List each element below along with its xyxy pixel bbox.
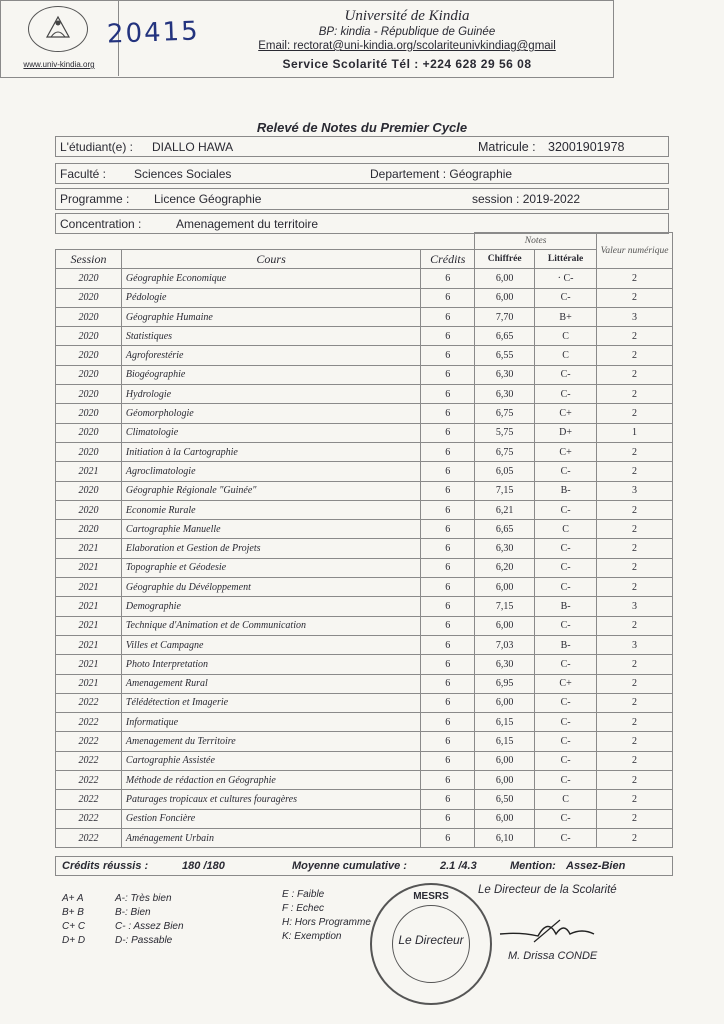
university-seal-logo (28, 6, 88, 52)
session-cell: 2020 (56, 481, 122, 500)
table-row (56, 346, 673, 365)
chiffre-cell: 6,15 (475, 732, 535, 751)
director-title: Le Directeur de la Scolarité (478, 884, 617, 896)
chiffre-cell: 6,00 (475, 771, 535, 790)
col-litterale: Littérale (535, 250, 597, 269)
session-cell: 2021 (56, 597, 122, 616)
table-row (56, 655, 673, 674)
table-row (56, 713, 673, 732)
table-row (56, 327, 673, 346)
litterale-cell: B- (535, 597, 597, 616)
valeur-cell: 3 (597, 635, 673, 654)
table-row (56, 481, 673, 500)
course-cell: Cartographie Manuelle (121, 520, 420, 539)
course-cell: Géographie Economique (121, 269, 420, 288)
chiffre-cell: 7,03 (475, 635, 535, 654)
course-cell: Elaboration et Gestion de Projets (121, 539, 420, 558)
grades-body (56, 269, 673, 848)
chiffre-cell: 6,00 (475, 578, 535, 597)
credits-cell: 6 (421, 790, 475, 809)
chiffre-cell: 7,15 (475, 597, 535, 616)
table-row (56, 771, 673, 790)
course-cell: Topographie et Géodesie (121, 558, 420, 577)
session-cell: 2020 (56, 346, 122, 365)
table-row (56, 307, 673, 326)
valeur-cell: 2 (597, 404, 673, 423)
chiffre-cell: 6,95 (475, 674, 535, 693)
concentration-value: Amenagement du territoire (176, 217, 319, 231)
litterale-cell: B- (535, 481, 597, 500)
logo-cell (0, 0, 119, 76)
litterale-cell: C- (535, 365, 597, 384)
chiffre-cell: 6,00 (475, 809, 535, 828)
table-row (56, 578, 673, 597)
session-cell: 2022 (56, 732, 122, 751)
table-row (56, 423, 673, 442)
valeur-cell: 2 (597, 674, 673, 693)
table-row (56, 751, 673, 770)
valeur-cell: 2 (597, 346, 673, 365)
valeur-cell: 2 (597, 732, 673, 751)
table-row (56, 558, 673, 577)
course-cell: Pédologie (121, 288, 420, 307)
course-cell: Agroforestérie (121, 346, 420, 365)
litterale-cell: B- (535, 635, 597, 654)
litterale-cell: C (535, 520, 597, 539)
litterale-cell: C- (535, 385, 597, 404)
stamp-center: Le Directeur (398, 933, 464, 947)
litterale-cell: C- (535, 616, 597, 635)
table-row (56, 365, 673, 384)
chiffre-cell: 6,20 (475, 558, 535, 577)
valeur-cell: 2 (597, 520, 673, 539)
valeur-cell: 3 (597, 481, 673, 500)
chiffre-cell: 6,00 (475, 751, 535, 770)
col-chiffre: Chiffrée (475, 250, 535, 269)
valeur-cell: 2 (597, 365, 673, 384)
chiffre-cell: 6,30 (475, 365, 535, 384)
credits-cell: 6 (421, 616, 475, 635)
litterale-cell: C- (535, 655, 597, 674)
course-cell: Economie Rurale (121, 500, 420, 519)
credits-cell: 6 (421, 635, 475, 654)
valeur-cell: 2 (597, 578, 673, 597)
session-cell: 2021 (56, 655, 122, 674)
programme-row (55, 188, 669, 210)
chiffre-cell: 7,70 (475, 307, 535, 326)
course-cell: Géographie Humaine (121, 307, 420, 326)
faculte-value: Sciences Sociales (134, 167, 232, 181)
credits-cell: 6 (421, 481, 475, 500)
session-cell: 2020 (56, 327, 122, 346)
litterale-cell: C+ (535, 442, 597, 461)
table-row (56, 539, 673, 558)
director-name: M. Drissa CONDE (508, 950, 598, 962)
postal-address: BP: kindia - République de Guinée (318, 26, 496, 38)
session-cell: 2020 (56, 500, 122, 519)
table-row (56, 462, 673, 481)
legend-col2: A-: Très bien B-: Bien C- : Assez Bien D-: Passable (115, 893, 184, 946)
session-cell: 2022 (56, 713, 122, 732)
university-name: Université de Kindia (344, 8, 470, 24)
chiffre-cell: 6,75 (475, 442, 535, 461)
litterale-cell: C- (535, 500, 597, 519)
table-row (56, 635, 673, 654)
litterale-cell: C- (535, 828, 597, 847)
chiffre-cell: 6,00 (475, 269, 535, 288)
programme-value: Licence Géographie (154, 192, 262, 206)
credits-cell: 6 (421, 365, 475, 384)
chiffre-cell: 5,75 (475, 423, 535, 442)
course-cell: Géographie Régionale "Guinée" (121, 481, 420, 500)
service-phone: Service Scolarité Tél : +224 628 29 56 08 (282, 57, 532, 71)
credits-cell: 6 (421, 828, 475, 847)
col-cours: Cours (121, 250, 420, 269)
session-cell: 2020 (56, 520, 122, 539)
credits-cell: 6 (421, 558, 475, 577)
valeur-cell: 2 (597, 616, 673, 635)
session-cell: 2020 (56, 365, 122, 384)
email-address[interactable]: Email: rectorat@uni-kindia.org/scolariteunivkindiag@gmail (258, 40, 556, 52)
matricule-value: 32001901978 (548, 140, 625, 154)
notes-header: Notes (475, 233, 597, 250)
credits-cell: 6 (421, 423, 475, 442)
table-row (56, 616, 673, 635)
valeur-cell: 2 (597, 288, 673, 307)
valeur-cell: 2 (597, 790, 673, 809)
valeur-cell: 2 (597, 385, 673, 404)
litterale-cell: C+ (535, 404, 597, 423)
credits-cell: 6 (421, 404, 475, 423)
session-cell: 2020 (56, 423, 122, 442)
credits-cell: 6 (421, 578, 475, 597)
credits-cell: 6 (421, 385, 475, 404)
litterale-cell: · C- (535, 269, 597, 288)
chiffre-cell: 6,50 (475, 790, 535, 809)
mention-value: Assez-Bien (566, 860, 626, 872)
moyenne-value: 2.1 /4.3 (440, 860, 477, 872)
valeur-cell: 2 (597, 500, 673, 519)
course-cell: Paturages tropicaux et cultures fouragères (121, 790, 420, 809)
student-name: DIALLO HAWA (152, 140, 234, 154)
credits-value: 180 /180 (182, 860, 225, 872)
valeur-cell: 1 (597, 423, 673, 442)
valeur-cell: 2 (597, 828, 673, 847)
course-cell: Statistiques (121, 327, 420, 346)
table-row (56, 500, 673, 519)
course-cell: Cartographie Assistée (121, 751, 420, 770)
chiffre-cell: 6,30 (475, 539, 535, 558)
table-row (56, 442, 673, 461)
chiffre-cell: 6,00 (475, 616, 535, 635)
course-cell: Biogéographie (121, 365, 420, 384)
chiffre-cell: 6,05 (475, 462, 535, 481)
chiffre-cell: 6,30 (475, 655, 535, 674)
litterale-cell: C- (535, 578, 597, 597)
grades-table (55, 232, 673, 848)
programme-label: Programme : (60, 192, 130, 206)
course-cell: Amenagement Rural (121, 674, 420, 693)
course-cell: Aménagement Urbain (121, 828, 420, 847)
valeur-cell: 2 (597, 771, 673, 790)
litterale-cell: C- (535, 751, 597, 770)
chiffre-cell: 6,00 (475, 288, 535, 307)
student-name-row (55, 136, 669, 157)
session-cell: 2021 (56, 539, 122, 558)
student-name-label: L'étudiant(e) : (60, 140, 134, 154)
chiffre-cell: 6,55 (475, 346, 535, 365)
litterale-cell: C (535, 346, 597, 365)
stamp-top: MESRS (413, 891, 449, 902)
course-cell: Initiation à la Cartographie (121, 442, 420, 461)
course-cell: Géographie du Dévéloppement (121, 578, 420, 597)
valeur-cell: 2 (597, 693, 673, 712)
valeur-cell: 2 (597, 655, 673, 674)
faculte-label: Faculté : (60, 167, 107, 181)
table-row (56, 288, 673, 307)
session-cell: 2022 (56, 693, 122, 712)
session-cell: 2020 (56, 288, 122, 307)
course-cell: Hydrologie (121, 385, 420, 404)
credits-cell: 6 (421, 307, 475, 326)
litterale-cell: C- (535, 771, 597, 790)
litterale-cell: C- (535, 288, 597, 307)
table-row (56, 693, 673, 712)
litterale-cell: C- (535, 539, 597, 558)
valeur-cell: 2 (597, 713, 673, 732)
table-row (56, 269, 673, 288)
table-row (56, 404, 673, 423)
valeur-cell: 2 (597, 539, 673, 558)
chiffre-cell: 6,65 (475, 327, 535, 346)
table-row (56, 732, 673, 751)
litterale-cell: C- (535, 732, 597, 751)
table-row (56, 385, 673, 404)
handwritten-number: 20415 (106, 16, 201, 50)
valeur-cell: 2 (597, 442, 673, 461)
course-cell: Informatique (121, 713, 420, 732)
table-row (56, 520, 673, 539)
litterale-cell: B+ (535, 307, 597, 326)
course-cell: Télédétection et Imagerie (121, 693, 420, 712)
credits-cell: 6 (421, 771, 475, 790)
legend-col1: A+ A B+ B C+ C D+ D (62, 893, 86, 946)
valeur-header: Valeur numérique (597, 233, 673, 269)
valeur-cell: 2 (597, 327, 673, 346)
table-row (56, 597, 673, 616)
credits-cell: 6 (421, 751, 475, 770)
course-cell: Géomorphologie (121, 404, 420, 423)
valeur-cell: 2 (597, 751, 673, 770)
table-row (56, 674, 673, 693)
credits-cell: 6 (421, 713, 475, 732)
session-cell: 2020 (56, 404, 122, 423)
concentration-label: Concentration : (60, 217, 142, 231)
credits-cell: 6 (421, 500, 475, 519)
chiffre-cell: 6,75 (475, 404, 535, 423)
course-cell: Agroclimatologie (121, 462, 420, 481)
valeur-cell: 3 (597, 597, 673, 616)
credits-cell: 6 (421, 597, 475, 616)
valeur-cell: 2 (597, 269, 673, 288)
credits-cell: 6 (421, 442, 475, 461)
litterale-cell: C- (535, 693, 597, 712)
chiffre-cell: 6,21 (475, 500, 535, 519)
litterale-cell: C- (535, 713, 597, 732)
credits-cell: 6 (421, 539, 475, 558)
litterale-cell: C (535, 790, 597, 809)
credits-cell: 6 (421, 674, 475, 693)
session-cell: 2021 (56, 462, 122, 481)
credits-cell: 6 (421, 809, 475, 828)
session-cell: 2022 (56, 771, 122, 790)
session-cell: 2021 (56, 635, 122, 654)
credits-cell: 6 (421, 693, 475, 712)
credits-cell: 6 (421, 655, 475, 674)
session-cell: 2020 (56, 307, 122, 326)
course-cell: Amenagement du Territoire (121, 732, 420, 751)
credits-cell: 6 (421, 327, 475, 346)
credits-cell: 6 (421, 269, 475, 288)
session-cell: 2020 (56, 385, 122, 404)
session-cell: 2020 (56, 442, 122, 461)
credits-cell: 6 (421, 288, 475, 307)
legend-col3: E : Faible F : Echec H: Hors Programme K: Exemption (282, 889, 371, 942)
mention-label: Mention: (510, 860, 556, 872)
matricule-label: Matricule : (478, 140, 536, 154)
litterale-cell: C- (535, 558, 597, 577)
departement-value: Departement : Géographie (370, 167, 513, 181)
course-cell: Climatologie (121, 423, 420, 442)
session-cell: 2022 (56, 751, 122, 770)
course-cell: Méthode de rédaction en Géographie (121, 771, 420, 790)
session-cell: 2021 (56, 674, 122, 693)
litterale-cell: C- (535, 809, 597, 828)
course-cell: Demographie (121, 597, 420, 616)
session-cell: 2022 (56, 828, 122, 847)
concentration-row (55, 213, 669, 234)
col-session: Session (56, 250, 122, 269)
summary-row (55, 856, 673, 876)
course-cell: Villes et Campagne (121, 635, 420, 654)
chiffre-cell: 6,10 (475, 828, 535, 847)
valeur-cell: 2 (597, 809, 673, 828)
moyenne-label: Moyenne cumulative : (292, 860, 407, 872)
credits-cell: 6 (421, 732, 475, 751)
chiffre-cell: 6,00 (475, 693, 535, 712)
course-cell: Technique d'Animation et de Communication (121, 616, 420, 635)
faculty-row (55, 163, 669, 184)
valeur-cell: 3 (597, 307, 673, 326)
website-link[interactable]: www.univ-kindia.org (23, 60, 95, 69)
chiffre-cell: 6,65 (475, 520, 535, 539)
director-signature (490, 912, 600, 948)
chiffre-cell: 6,15 (475, 713, 535, 732)
credits-cell: 6 (421, 462, 475, 481)
table-row (56, 828, 673, 847)
table-row (56, 809, 673, 828)
valeur-cell: 2 (597, 558, 673, 577)
session-cell: 2022 (56, 809, 122, 828)
document-title: Relevé de Notes du Premier Cycle (256, 120, 468, 135)
session-cell: 2021 (56, 578, 122, 597)
valeur-cell: 2 (597, 462, 673, 481)
session-cell: 2020 (56, 269, 122, 288)
official-stamp (370, 883, 492, 1005)
credits-label: Crédits réussis : (62, 860, 149, 872)
litterale-cell: C+ (535, 674, 597, 693)
session-value: session : 2019-2022 (472, 192, 581, 206)
session-cell: 2021 (56, 558, 122, 577)
litterale-cell: D+ (535, 423, 597, 442)
letterhead (0, 0, 614, 78)
chiffre-cell: 6,30 (475, 385, 535, 404)
table-row (56, 790, 673, 809)
chiffre-cell: 7,15 (475, 481, 535, 500)
session-cell: 2021 (56, 616, 122, 635)
credits-cell: 6 (421, 520, 475, 539)
course-cell: Photo Interpretation (121, 655, 420, 674)
session-cell: 2022 (56, 790, 122, 809)
col-credits: Crédits (421, 250, 475, 269)
course-cell: Gestion Foncière (121, 809, 420, 828)
litterale-cell: C (535, 327, 597, 346)
credits-cell: 6 (421, 346, 475, 365)
litterale-cell: C- (535, 462, 597, 481)
